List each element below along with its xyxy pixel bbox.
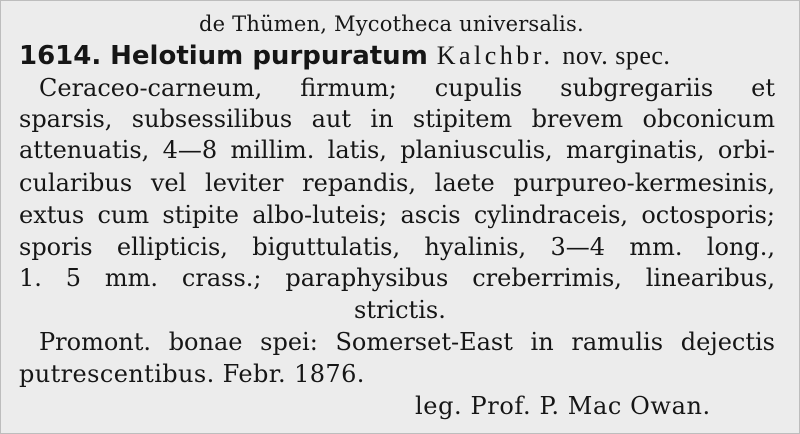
entry-title	[19, 39, 670, 72]
description-line: extus cum stipite albo-luteis; ascis cylindraceis, octosporis;	[19, 201, 775, 229]
description-line: attenuatis, 4—8 millim. latis, planiusculis, marginatis, orbi-	[19, 136, 775, 164]
description-line: sporis ellipticis, biguttulatis, hyalinis, 3—4 mm. long.,	[19, 233, 775, 261]
publication-header: de Thümen, Mycotheca universalis.	[199, 12, 584, 36]
description-line: strictis.	[354, 296, 446, 324]
description-line: Ceraceo-carneum, firmum; cupulis subgregariis et	[39, 74, 775, 102]
description-line: sparsis, subsessilibus aut in stipitem brevem obconicum	[19, 105, 775, 133]
species-author: Kalchbr.	[436, 41, 554, 70]
description-line: cularibus vel leviter repandis, laete purpureo-kermesinis,	[19, 169, 775, 197]
species-name: Helotium purpuratum	[110, 41, 428, 71]
locality-line: putrescentibus. Febr. 1876.	[19, 360, 365, 388]
species-status: nov. spec.	[562, 41, 671, 70]
collector-credit: leg. Prof. P. Mac Owan.	[415, 392, 711, 420]
entry-number: 1614.	[19, 41, 102, 71]
locality-line: Promont. bonae spei: Somerset-East in ramulis dejectis	[39, 328, 775, 356]
description-line: 1. 5 mm. crass.; paraphysibus creberrimis, linearibus,	[19, 264, 775, 292]
